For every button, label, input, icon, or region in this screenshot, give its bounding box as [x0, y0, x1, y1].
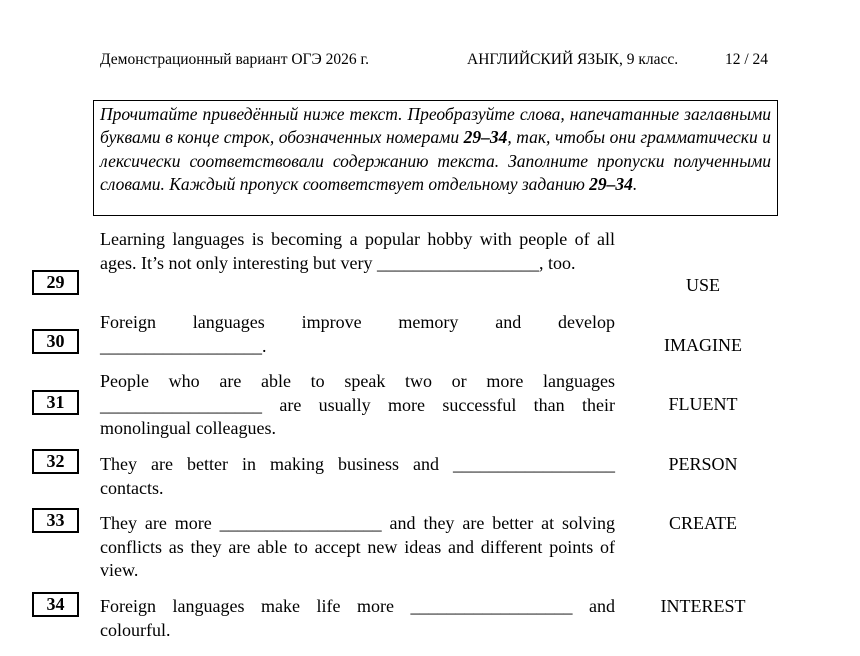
task-text-33: They are more __________________ and they are better at solving conflicts as they are able to accept new ideas and different points of view. — [100, 513, 615, 580]
task-text-31: People who are able to speak two or more languages __________________ are usually more successful than their monolingual colleagues. — [100, 371, 615, 438]
page-number: 12 / 24 — [725, 51, 769, 68]
subject-title: АНГЛИЙСКИЙ ЯЗЫК, 9 класс. — [467, 51, 679, 68]
instructions-text-1: Прочитайте приведённый ниже текст. Преобразуйте слова, напечатанные заглавными буквами в конце строк, обозначенных номерами — [100, 104, 771, 148]
task-number-32: 32 — [32, 449, 79, 474]
task-text-34: Foreign languages make life more __________________ and colourful. — [100, 596, 615, 640]
task-keyword-29: USE — [685, 275, 720, 295]
task-number-34: 34 — [32, 592, 79, 617]
instructions-text-2: , так, чтобы они грамматически и лексически соответствовали содержанию текста. Заполните пропуски полученными словами. Каждый пропуск соответствует отдельному заданию — [100, 127, 771, 195]
task-keyword-30: IMAGINE — [664, 335, 742, 355]
instructions-box — [93, 100, 778, 216]
task-number-30: 30 — [32, 329, 79, 354]
task-text-32: They are better in making business and __________________ contacts. — [100, 454, 615, 498]
task-text-29: Learning languages is becoming a popular hobby with people of all ages. It’s not only interesting but very __________________, too. — [100, 229, 615, 273]
task-keyword-32: PERSON — [668, 454, 738, 474]
exam-title: Демонстрационный вариант ОГЭ 2026 г. — [100, 51, 369, 68]
instructions-task-range-1: 29–34 — [463, 127, 508, 148]
task-keyword-31: FLUENT — [668, 394, 738, 414]
task-number-29: 29 — [32, 270, 79, 295]
task-number-33: 33 — [32, 508, 79, 533]
task-text-30: Foreign languages improve memory and develop __________________. — [100, 312, 615, 356]
task-keyword-33: CREATE — [668, 513, 737, 533]
instructions-text-3: . — [632, 174, 638, 195]
task-number-31: 31 — [32, 390, 79, 415]
task-keyword-34: INTEREST — [660, 596, 746, 616]
instructions-task-range-2: 29–34 — [589, 174, 633, 195]
